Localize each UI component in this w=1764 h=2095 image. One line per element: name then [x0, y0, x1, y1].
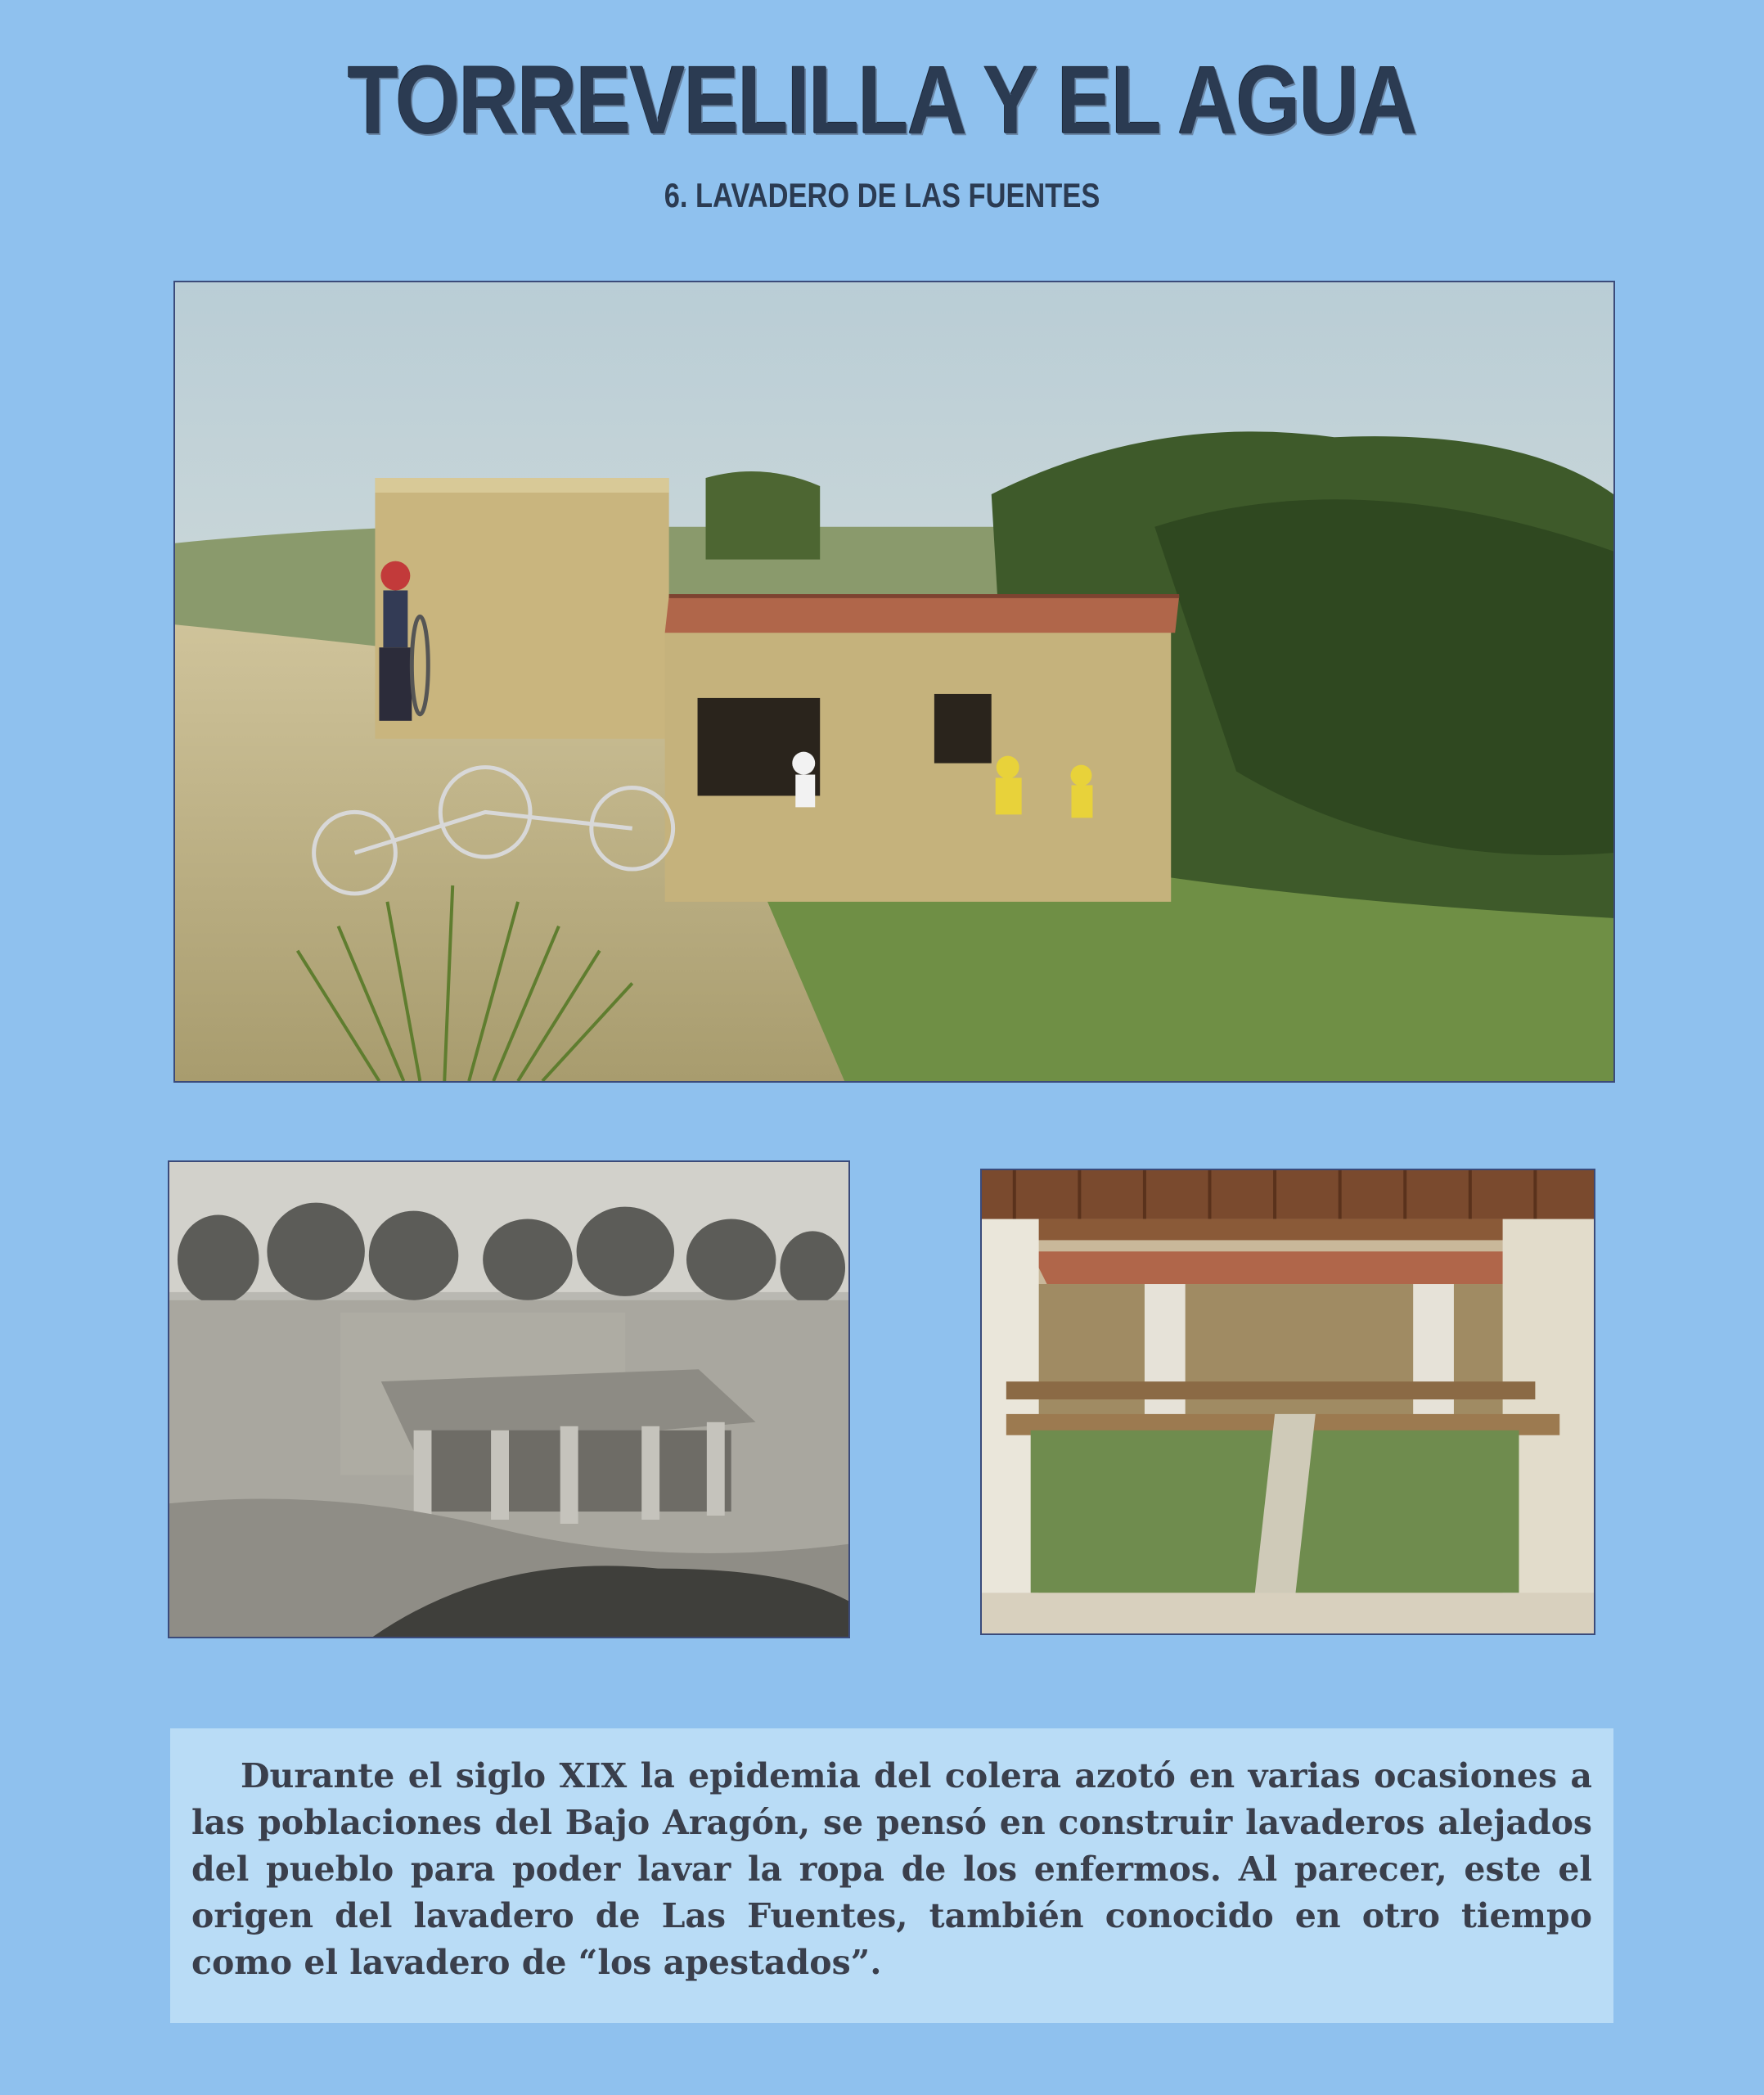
photo-old-washhouse-graphic — [169, 1162, 848, 1637]
text-panel — [170, 1728, 1613, 2023]
photo-old-washhouse — [168, 1160, 850, 1638]
photo-ruined-washhouse — [173, 281, 1615, 1083]
page-subtitle: 6. LAVADERO DE LAS FUENTES — [664, 176, 1100, 214]
photo-washhouse-interior-graphic — [982, 1170, 1594, 1633]
photo-ruined-washhouse-graphic — [175, 282, 1613, 1081]
history-paragraph: Durante el siglo XIX la epidemia del colera azotó en varias ocasiones a las poblaciones del Bajo Aragón, se pensó en construir lavaderos alejados del pueblo para poder lavar la ropa de los enfermos. Al parecer, este el origen del lavadero de Las Fuentes, también conocido en otro tiempo como el lavadero de “los apestados”. — [191, 1756, 1592, 1982]
photo-washhouse-interior — [980, 1169, 1595, 1635]
page-title: TORREVELILLA Y EL AGUA — [347, 47, 1417, 155]
